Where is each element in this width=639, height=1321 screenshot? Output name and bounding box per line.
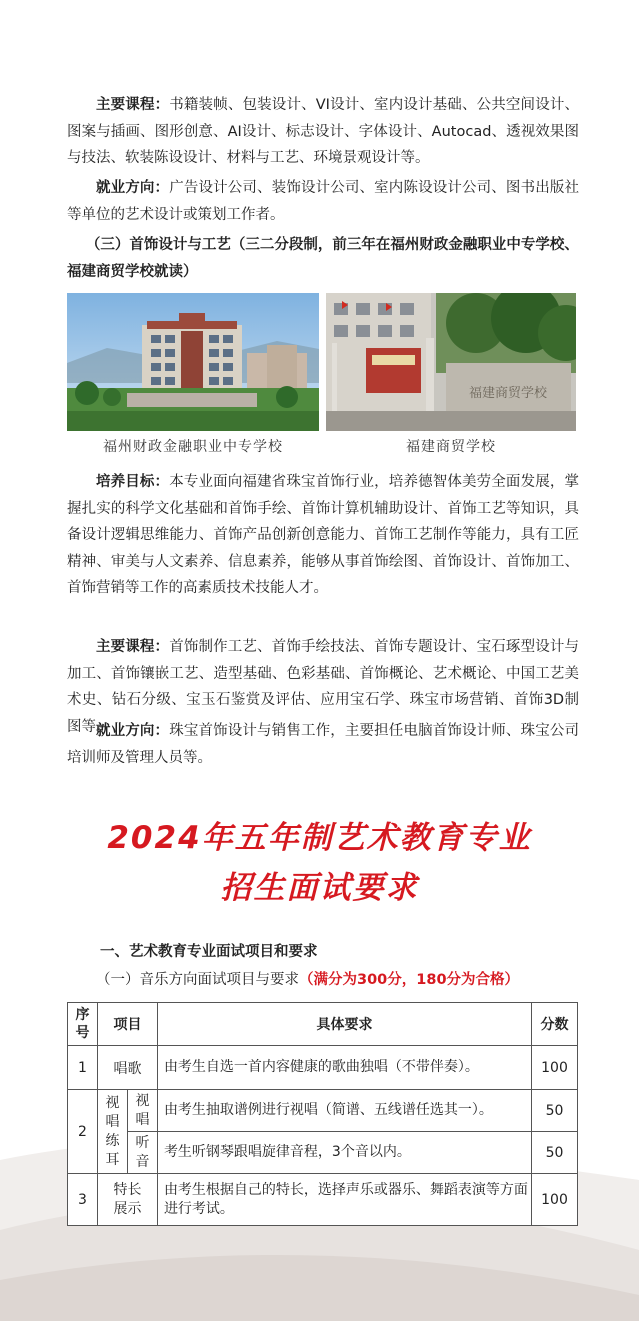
photo-fuzhou-school (67, 293, 319, 431)
cell-score: 100 (532, 1046, 578, 1090)
section1-heading: 一、艺术教育专业面试项目和要求 (100, 944, 318, 960)
para-training-goal (67, 469, 579, 602)
cell-req: 由考生自选一首内容健康的歌曲独唱（不带伴奏）。 (157, 1046, 531, 1090)
cell-no: 1 (68, 1046, 98, 1090)
subsection-heading (96, 968, 519, 989)
header-score: 分数 (532, 1003, 578, 1046)
cell-score: 50 (532, 1090, 578, 1132)
caption-fujian-commerce-school: 福建商贸学校 (406, 439, 496, 455)
table-row (68, 1090, 578, 1132)
cell-no: 3 (68, 1174, 98, 1226)
cell-sub-item: 听音 (127, 1132, 157, 1174)
para-lead: 就业方向： (96, 723, 170, 739)
page-title-line2: 招生面试要求 (220, 870, 419, 906)
header-req: 具体要求 (157, 1003, 531, 1046)
cell-item: 特长展示 (97, 1174, 157, 1226)
para-text: 本专业面向福建省珠宝首饰行业，培养德智体美劳全面发展，掌握扎实的科学文化基础和首饰手绘、首饰计算机辅助设计、首饰工艺等知识，具备设计逻辑思维能力、首饰产品创新创意能力、首饰工艺制作等能力，具有工匠精神、审美与人文素养、信息素养，能够从事首饰绘图、首饰设计、首饰加工、首饰营销等工作的高素质技术技能人才。 (67, 474, 579, 596)
header-no: 序号 (68, 1003, 98, 1046)
para-lead: 主要课程： (96, 97, 170, 113)
cell-sub-item: 视唱 (127, 1090, 157, 1132)
cell-item: 唱歌 (97, 1046, 157, 1090)
header-item: 项目 (97, 1003, 157, 1046)
para-text: 书籍装帧、包装设计、VI设计、室内设计基础、公共空间设计、图案与插画、图形创意、AI设计、标志设计、字体设计、Autocad、透视效果图与技法、软装陈设设计、材料与工艺、环境景观设计等。 (67, 97, 579, 166)
cell-item: 视唱练耳 (97, 1090, 127, 1174)
para-text: 珠宝首饰设计与销售工作，主要担任电脑首饰设计师、珠宝公司培训师及管理人员等。 (67, 723, 579, 766)
requirements-table (67, 1002, 578, 1226)
cell-score: 50 (532, 1132, 578, 1174)
para-text: 首饰制作工艺、首饰手绘技法、首饰专题设计、宝石琢型设计与加工、首饰镶嵌工艺、造型基础、色彩基础、首饰概论、艺术概论、中国工艺美术史、钻石分级、宝玉石鉴赏及评估、应用宝石学、珠宝市场营销、首饰3D制图等。 (67, 639, 579, 735)
para-main-courses-1 (67, 92, 579, 172)
section3-heading: （三）首饰设计与工艺（三二分段制，前三年在福州财政金融职业中专学校、福建商贸学校就读） (67, 237, 579, 280)
para-career-1 (67, 175, 579, 228)
para-career-2 (67, 718, 579, 771)
photo-fujian-commerce-school (326, 293, 576, 431)
page-title-line1: 2024年五年制艺术教育专业 (107, 820, 532, 856)
subsection-score-note: （满分为300分，180分为合格） (299, 972, 520, 988)
cell-req: 由考生抽取谱例进行视唱（简谱、五线谱任选其一）。 (157, 1090, 531, 1132)
table-row (68, 1046, 578, 1090)
table-row (68, 1132, 578, 1174)
caption-fuzhou-school: 福州财政金融职业中专学校 (103, 439, 283, 455)
table-row (68, 1174, 578, 1226)
cell-req: 考生听钢琴跟唱旋律音程，3个音以内。 (157, 1132, 531, 1174)
cell-no: 2 (68, 1090, 98, 1174)
para-lead: 就业方向： (96, 180, 170, 196)
para-text: 广告设计公司、装饰设计公司、室内陈设设计公司、图书出版社等单位的艺术设计或策划工作者。 (67, 180, 579, 223)
cell-score: 100 (532, 1174, 578, 1226)
sign-text: 福建商贸学校 (468, 386, 548, 401)
para-lead: 主要课程： (96, 639, 170, 655)
subsection-text: （一）音乐方向面试项目与要求 (96, 972, 299, 988)
cell-req: 由考生根据自己的特长，选择声乐或器乐、舞蹈表演等方面进行考试。 (157, 1174, 531, 1226)
para-lead: 培养目标： (96, 474, 170, 490)
table-header-row (68, 1003, 578, 1046)
